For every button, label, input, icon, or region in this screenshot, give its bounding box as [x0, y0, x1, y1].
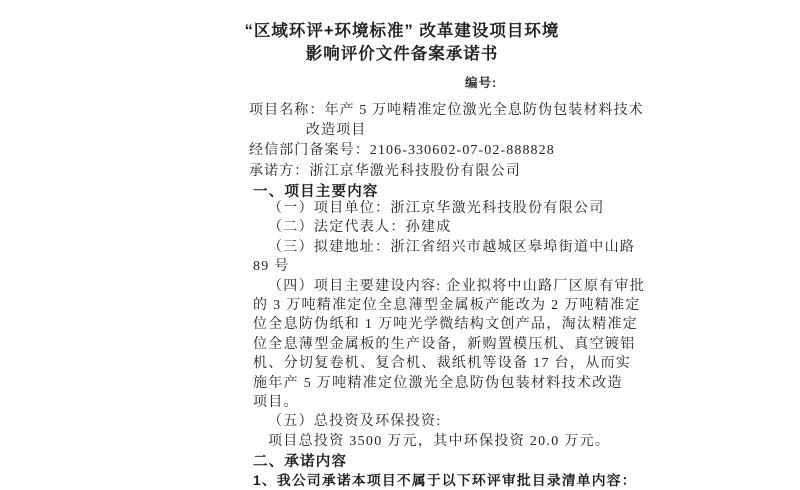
title-line-1: “区域环评+环境标准” 改革建设项目环境 — [244, 22, 560, 40]
project-name-continuation: 改造项目 — [306, 123, 367, 139]
item-legal-representative: （二）法定代表人：孙建成 — [268, 220, 452, 236]
construction-content-line-4: 位全息薄型金属板的生产设备，新购置模压机、真空镀铝 — [253, 336, 636, 352]
section1-body — [253, 199, 646, 451]
item-proposed-address: （三）拟建地址：浙江省绍兴市越城区皋埠街道中山路 — [268, 239, 636, 255]
construction-content-line-5: 机、分切复卷机、复合机、裁纸机等设备 17 台，从而实 — [253, 356, 632, 372]
construction-content-line-3: 位全息防伪纸和 1 万吨光学微结构文创产品，淘汰精准定 — [253, 317, 639, 333]
item-total-investment-value: 项目总投资 3500 万元，其中环保投资 20.0 万元。 — [268, 433, 611, 449]
item-address-continuation: 89 号 — [253, 259, 290, 275]
promiser-line: 承诺方：浙江京华激光科技股份有限公司 — [249, 163, 521, 179]
section1-heading: 一、项目主要内容 — [253, 184, 379, 200]
project-name-line: 项目名称：年产 5 万吨精准定位激光全息防伪包装材料技术 — [249, 103, 644, 118]
construction-content-line-6: 施年产 5 万吨精准定位激光全息防伪包装材料技术改造 — [253, 375, 623, 391]
header-fields — [249, 101, 644, 182]
title-line-2: 影响评价文件备案承诺书 — [305, 45, 499, 63]
document-title — [219, 20, 585, 66]
serial-number-label: 编号: — [465, 76, 498, 90]
construction-content-line-7: 项目。 — [253, 395, 299, 411]
item-total-investment-heading: （五）总投资及环保投资: — [268, 414, 442, 430]
commitment-item-1: 1、我公司承诺本项目不属于以下环评审批目录清单内容： — [253, 473, 637, 488]
section2-heading: 二、承诺内容 — [253, 454, 348, 470]
record-number-line: 经信部门备案号：2106-330602-07-02-888828 — [249, 143, 555, 159]
item-construction-content: （四）项目主要建设内容: 企业拟将中山路厂区原有审批 — [268, 278, 646, 294]
item-project-unit: （一）项目单位：浙江京华激光科技股份有限公司 — [268, 201, 605, 216]
construction-content-line-2: 的 3 万吨精准定位全息薄型金属板产能改为 2 万吨精准定 — [253, 298, 641, 314]
